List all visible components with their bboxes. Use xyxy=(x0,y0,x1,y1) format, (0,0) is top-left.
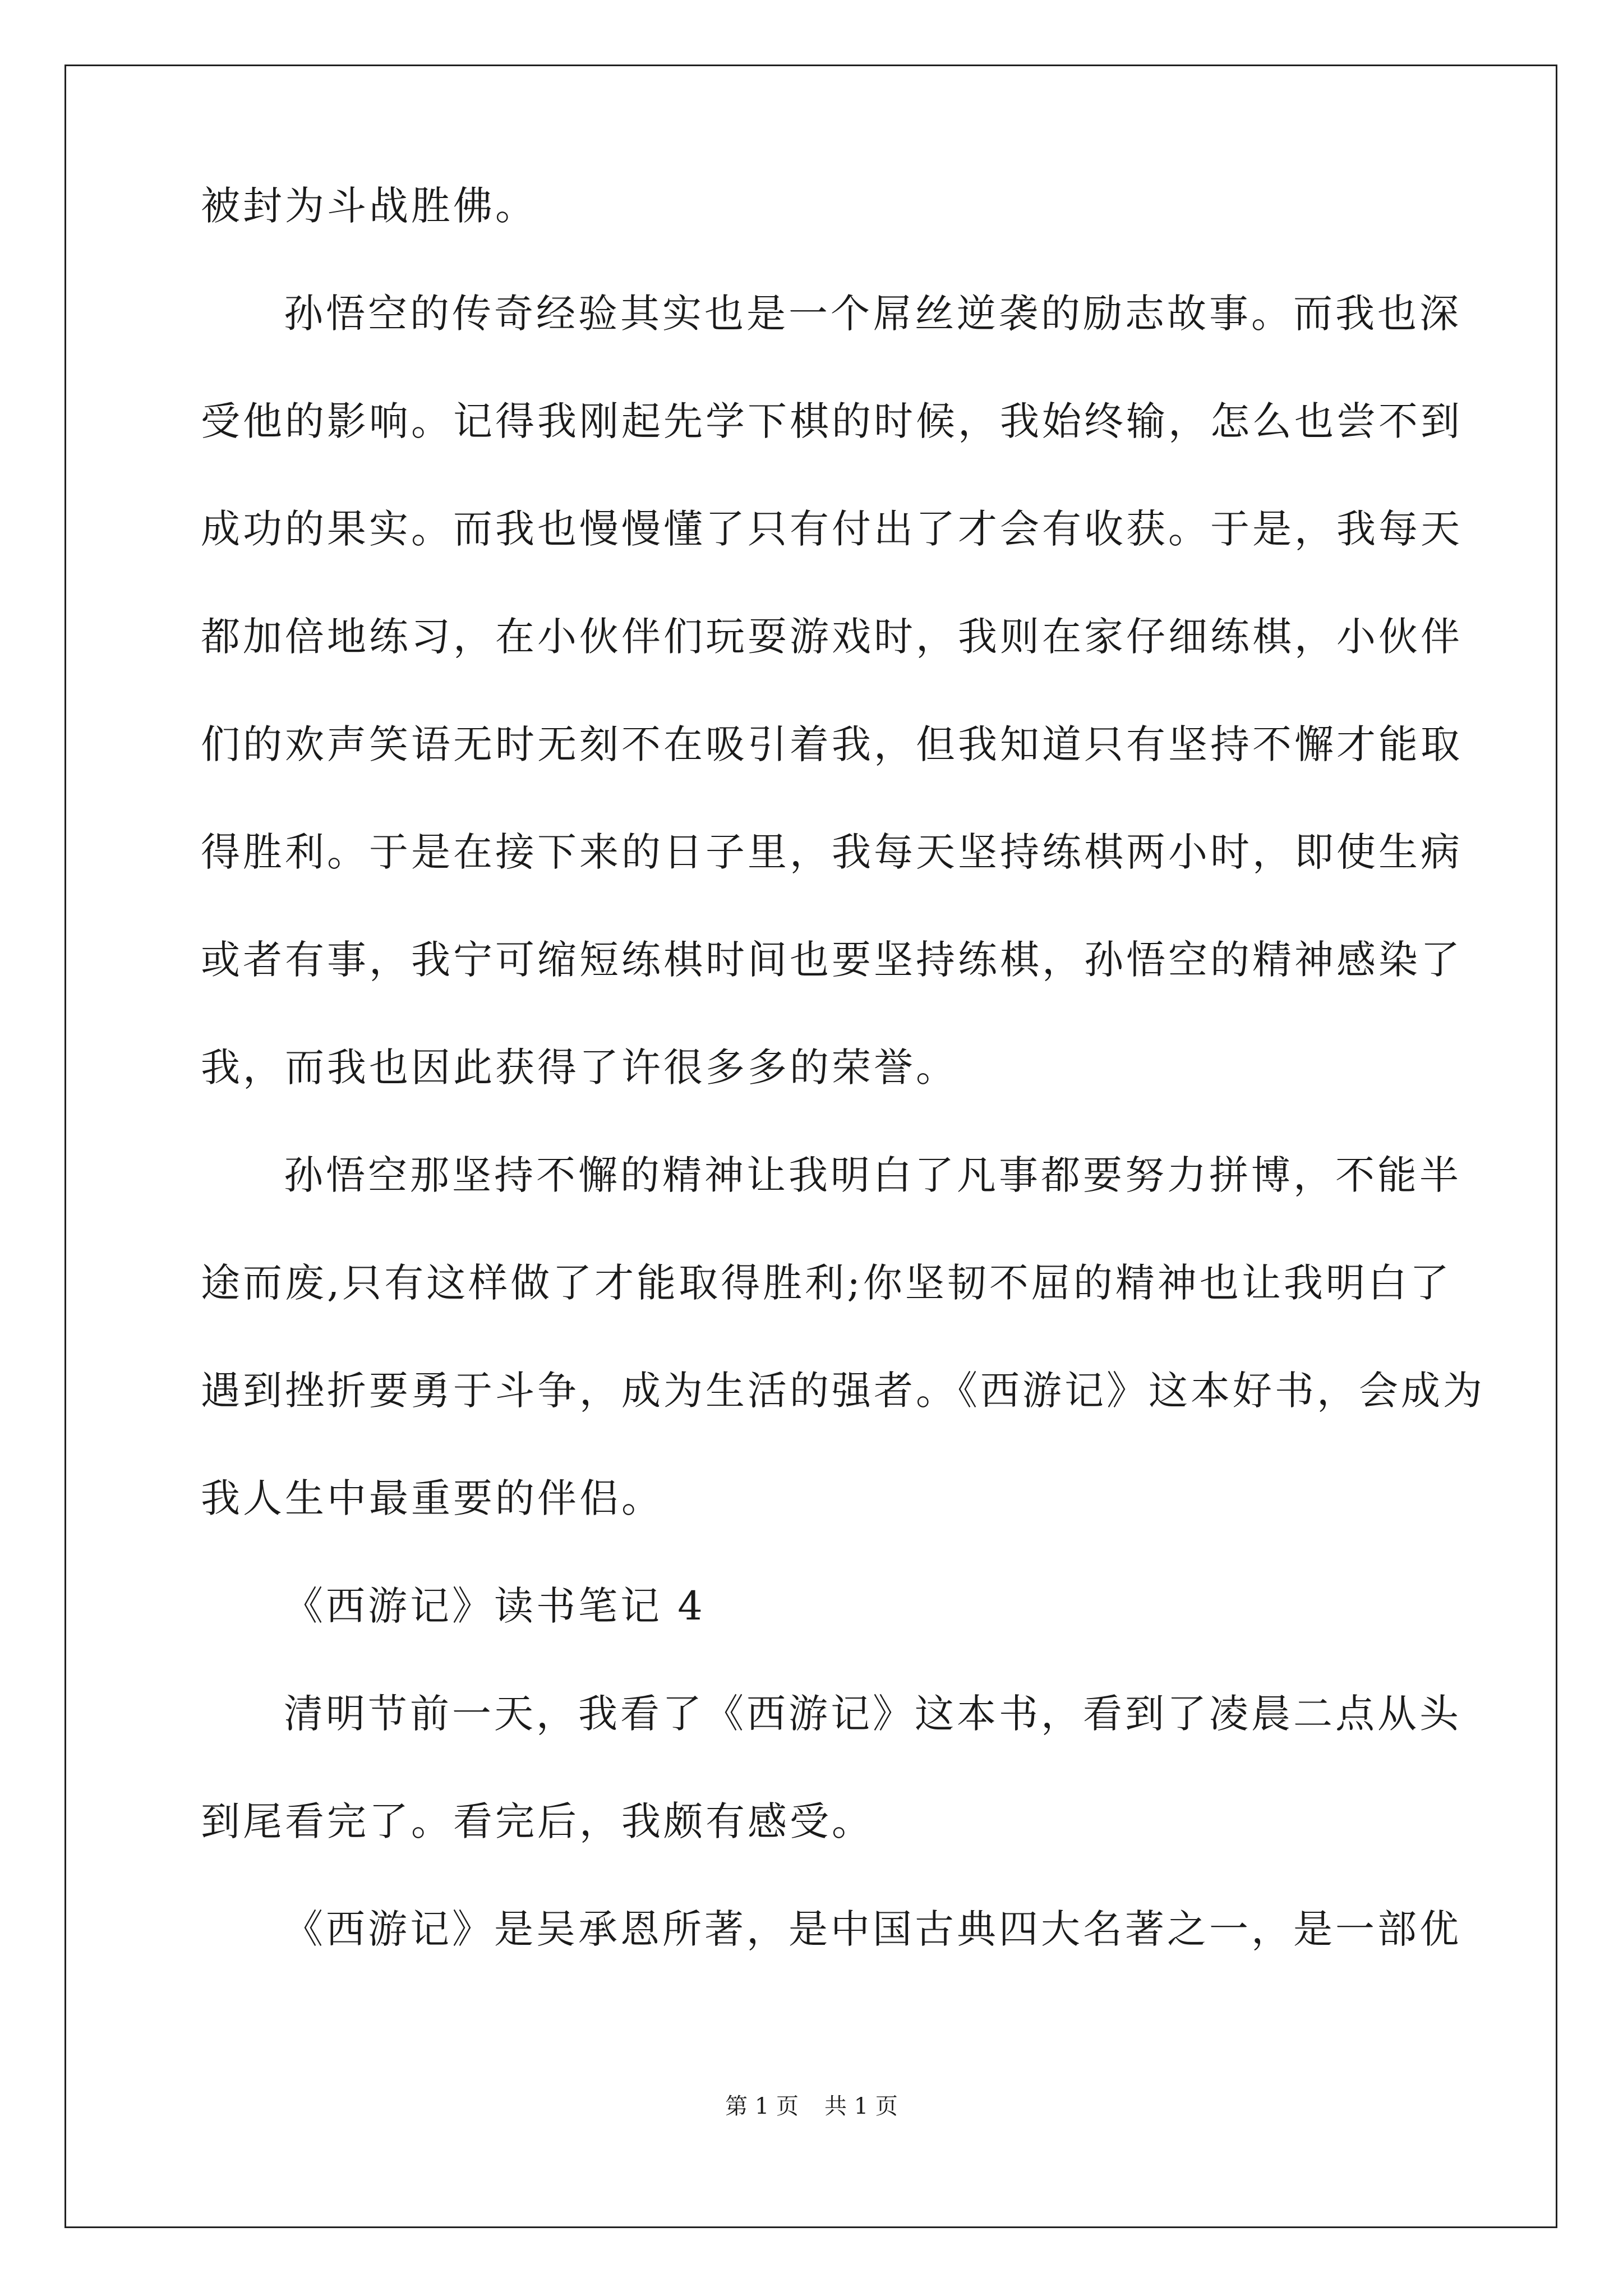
page-footer xyxy=(0,2092,1623,2120)
text-line: 都加倍地练习，在小伙伴们玩耍游戏时，我则在家仔细练棋，小伙伴 xyxy=(201,614,1463,660)
text-line: 成功的果实。而我也慢慢懂了只有付出了才会有收获。于是，我每天 xyxy=(201,506,1463,552)
text-line: 我，而我也因此获得了许很多多的荣誉。 xyxy=(201,1045,958,1091)
paragraph-first-line: 孙悟空的传奇经验其实也是一个屌丝逆袭的励志故事。而我也深 xyxy=(284,291,1461,337)
paragraph-first-line: 《西游记》是吴承恩所著，是中国古典四大名著之一，是一部优 xyxy=(284,1906,1461,1952)
text-line: 被封为斗战胜佛。 xyxy=(201,183,537,229)
text-line: 受他的影响。记得我刚起先学下棋的时候，我始终输，怎么也尝不到 xyxy=(201,398,1463,444)
text-line: 们的欢声笑语无时无刻不在吸引着我，但我知道只有坚持不懈才能取 xyxy=(201,721,1463,767)
text-line: 得胜利。于是在接下来的日子里，我每天坚持练棋两小时，即使生病 xyxy=(201,829,1463,875)
text-line: 我人生中最重要的伴侣。 xyxy=(201,1475,663,1521)
page-number-current: 第 1 页 xyxy=(725,2093,799,2119)
page-number-total: 共 1 页 xyxy=(824,2093,898,2119)
text-line: 途而废,只有这样做了才能取得胜利;你坚韧不屈的精神也让我明白了 xyxy=(201,1260,1452,1306)
paragraph-first-line: 孙悟空那坚持不懈的精神让我明白了凡事都要努力拼博，不能半 xyxy=(284,1152,1461,1198)
section-heading: 《西游记》读书笔记 4 xyxy=(284,1583,706,1629)
paragraph-first-line: 清明节前一天，我看了《西游记》这本书，看到了凌晨二点从头 xyxy=(284,1691,1461,1737)
text-line: 遇到挫折要勇于斗争，成为生活的强者。《西游记》这本好书，会成为 xyxy=(201,1368,1485,1414)
text-line: 到尾看完了。看完后，我颇有感受。 xyxy=(201,1798,874,1844)
text-line: 或者有事，我宁可缩短练棋时间也要坚持练棋，孙悟空的精神感染了 xyxy=(201,937,1463,983)
